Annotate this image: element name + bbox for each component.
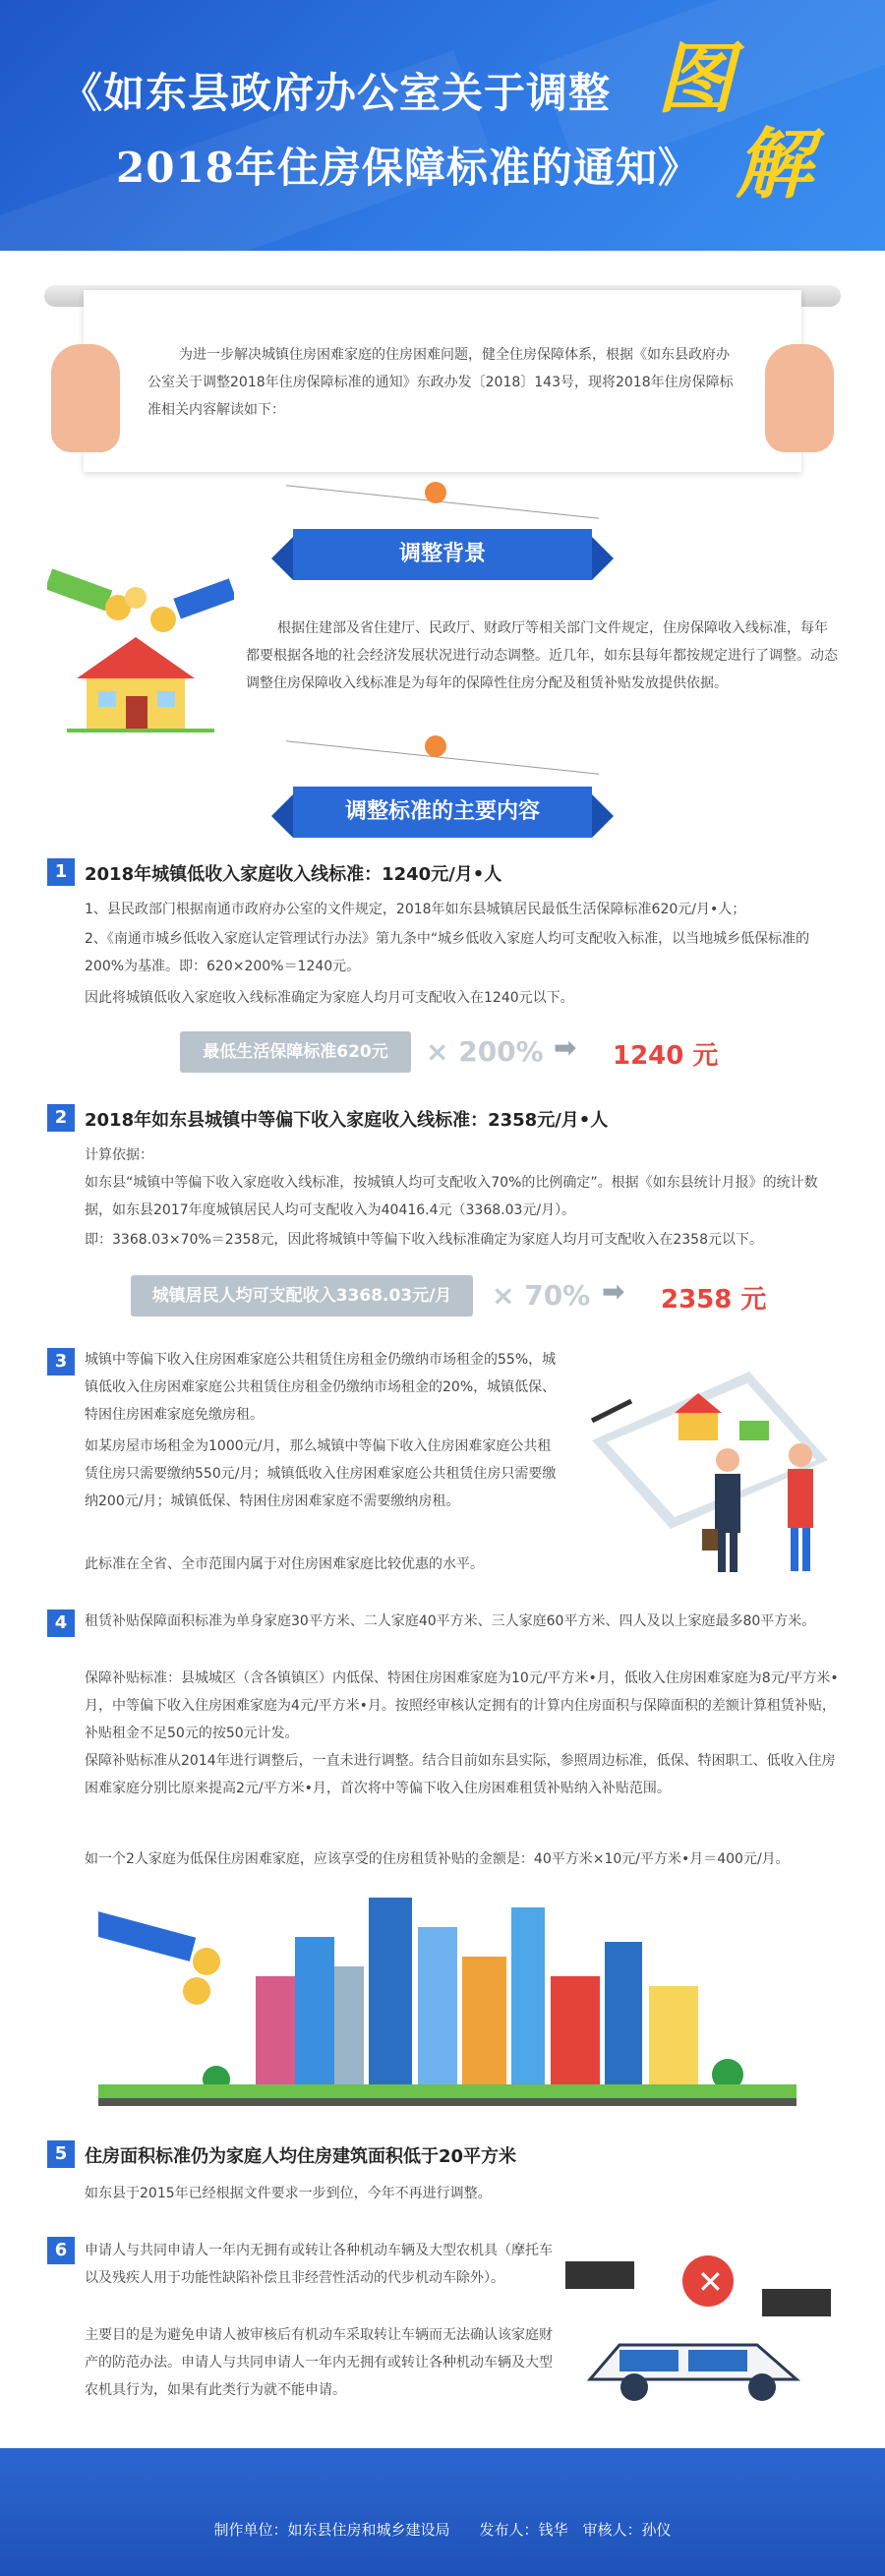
section-6-p1: 申请人与共同申请人一年内无拥有或转让各种机动车辆及大型农机具（摩托车以及残疾人用于功能性缺陷补偿且非经营性活动的代步机动车除外）。 <box>85 2243 553 2286</box>
section-number-2: 2 <box>47 1104 75 1132</box>
section-1-p2: 2、《南通市城乡低收入家庭认定管理试行办法》第九条中“城乡低收入家庭人均可支配收入标准，以当地城乡低保标准的200%为基准。即：620×200%＝1240元。 <box>85 931 810 974</box>
title-line-2: 2018年住房保障标准的通知》 <box>116 144 700 192</box>
section-4-p4: 如一个2人家庭为低保住房困难家庭，应该享受的住房租赁补贴的金额是：40平方米×10元/平方米•月＝400元/月。 <box>85 1851 790 1867</box>
section-3-p1: 城镇中等偏下收入住房困难家庭公共租赁住房租金仍缴纳市场租金的55%，城镇低收入住房困难家庭公共租赁住房租金仍缴纳市场租金的20%，城镇低保、特困住房困难家庭免缴房租。 <box>85 1352 557 1423</box>
footer-credits: 制作单位：如东县住房和城乡建设局 发布人：钱华 审核人：孙仪 <box>213 2521 672 2539</box>
title-tu: 图 <box>657 34 735 124</box>
svg-text:✕: ✕ <box>697 2263 724 2301</box>
section-number-5: 5 <box>47 2140 75 2168</box>
footer <box>0 2448 885 2576</box>
multiplier-1: × 200% <box>426 1035 544 1068</box>
section-4-p2: 保障补贴标准：县城城区（含各镇镇区）内低保、特困住房困难家庭为10元/平方米•月，低收入住房困难家庭为8元/平方米•月，中等偏下收入住房困难家庭为4元/平方米•月。按照经审核认定拥有的计算内住房面积与保障面积的差额计算租赁补贴，补贴租金不足50元的按50元计发。 <box>85 1670 839 1741</box>
banner-background: 调整背景 <box>293 529 592 580</box>
section-6-p2: 主要目的是为避免申请人被审核后有机动车采取转让车辆而无法确认该家庭财产的防范办法。申请人与共同申请人一年内无拥有或转让各种机动车辆及大型农机具行为，如果有此类行为就不能申请。 <box>85 2327 553 2398</box>
section-number-1: 1 <box>47 858 75 886</box>
header-banner <box>0 0 885 251</box>
city-skyline-illustration <box>98 1868 796 2114</box>
section-4-p3: 保障补贴标准从2014年进行调整后，一直未进行调整。结合目前如东县实际，参照周边标准，低保、特困职工、低收入住房困难家庭分别比原来提高2元/平方米•月，首次将中等偏下收入住房困难租赁补贴纳入补贴范围。 <box>85 1753 836 1796</box>
section-number-3: 3 <box>47 1348 75 1376</box>
result-1: 1240 元 <box>613 1041 719 1071</box>
no-car-illustration <box>560 2232 836 2409</box>
title-jie: 解 <box>736 120 813 209</box>
section-number-4: 4 <box>47 1610 75 1637</box>
house-money-illustration <box>47 568 234 735</box>
pin-icon <box>425 482 446 503</box>
section-5-title: 住房面积标准仍为家庭人均住房建筑面积低于20平方米 <box>85 2146 517 2167</box>
result-2: 2358 元 <box>661 1285 767 1315</box>
section-3-p3: 此标准在全省、全市范围内属于对住房困难家庭比较优惠的水平。 <box>85 1556 484 1572</box>
left-hand-icon <box>51 344 120 452</box>
section-3-p2: 如某房屋市场租金为1000元/月，那么城镇中等偏下收入住房困难家庭公共租赁住房只需要缴纳550元/月；城镇低收入住房困难家庭公共租赁住房只需要缴纳200元/月；城镇低保、特困住房困难家庭不需要缴纳房租。 <box>85 1438 557 1509</box>
section-2-p2: 如东县“城镇中等偏下收入家庭收入线标准，按城镇人均可支配收入70%的比例确定”。根据《如东县统计月报》的统计数据，如东县2017年度城镇居民人均可支配收入为40416.4元（3368.03元/月）。 <box>85 1175 818 1218</box>
section-1-title: 2018年城镇低收入家庭收入线标准：1240元/月•人 <box>85 864 502 885</box>
pin-icon-2 <box>425 735 446 757</box>
contract-handshake-illustration <box>572 1352 838 1578</box>
section-2-title: 2018年如东县城镇中等偏下收入家庭收入线标准：2358元/月•人 <box>85 1110 609 1131</box>
section-1-p1: 1、县民政部门根据南通市政府办公室的文件规定，2018年如东县城镇居民最低生活保障标准620元/月•人； <box>85 902 746 917</box>
background-text: 根据住建部及省住建厅、民政厅、财政厅等相关部门文件规定，住房保障收入线标准，每年都要根据各地的社会经济发展状况进行动态调整。近几年，如东县每年都按规定进行了调整。动态调整住房保障收入线标准是为每年的保障性住房分配及租赁补贴发放提供依据。 <box>246 620 838 691</box>
section-5-p1: 如东县于2015年已经根据文件要求一步到位，今年不再进行调整。 <box>85 2186 492 2201</box>
section-2-p3: 即：3368.03×70%＝2358元，因此将城镇中等偏下收入线标准确定为家庭人均月可支配收入在2358元以下。 <box>85 1232 763 1248</box>
right-hand-icon <box>765 344 834 452</box>
banner-main-content: 调整标准的主要内容 <box>293 787 592 838</box>
title-line-1: 《如东县政府办公室关于调整 <box>61 69 612 117</box>
arrow-icon-2: ➡ <box>602 1275 625 1308</box>
section-1-p3: 因此将城镇低收入家庭收入线标准确定为家庭人均月可支配收入在1240元以下。 <box>85 990 574 1006</box>
section-4-p1: 租赁补贴保障面积标准为单身家庭30平方米、二人家庭40平方米、三人家庭60平方米、四人及以上家庭最多80平方米。 <box>85 1613 816 1629</box>
multiplier-2: × 70% <box>492 1279 591 1312</box>
arrow-icon-1: ➡ <box>554 1031 577 1064</box>
formula-box-1: 最低生活保障标准620元 <box>180 1031 411 1073</box>
section-2-p1: 计算依据： <box>85 1147 153 1163</box>
section-number-6: 6 <box>47 2237 75 2264</box>
formula-box-2: 城镇居民人均可支配收入3368.03元/月 <box>131 1275 473 1317</box>
intro-text: 为进一步解决城镇住房困难家庭的住房困难问题，健全住房保障体系，根据《如东县政府办公室关于调整2018年住房保障标准的通知》东政办发〔2018〕143号，现将2018年住房保障标准相关内容解读如下： <box>148 347 734 418</box>
